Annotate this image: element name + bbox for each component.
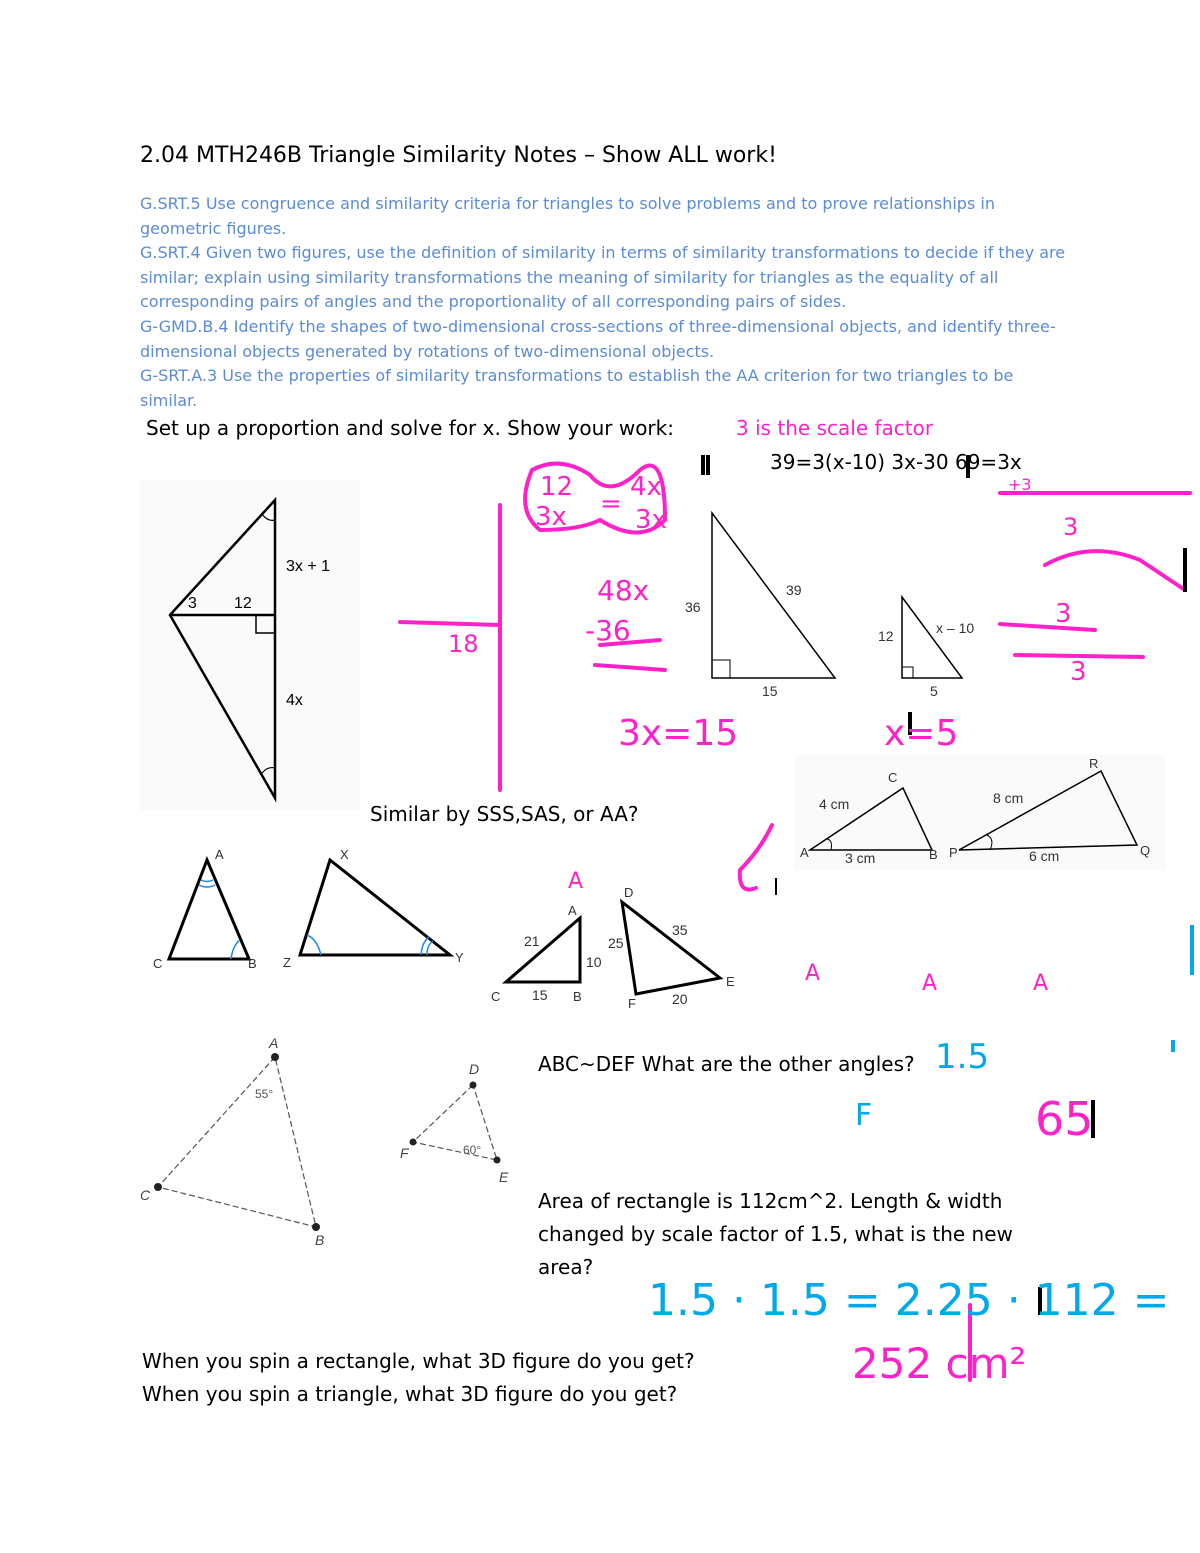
abc-def-question: ABC~DEF What are the other angles? xyxy=(538,1052,915,1076)
vertex-c-aa: C xyxy=(153,956,163,970)
vertex-z: Z xyxy=(283,955,291,970)
ink-right-2: 3 xyxy=(1063,513,1079,541)
vertex-c-dashed: C xyxy=(140,1187,151,1203)
label-3cm: 3 cm xyxy=(845,850,876,866)
vertex-b-aa: B xyxy=(248,956,257,970)
vertex-b-dashed: B xyxy=(315,1232,325,1248)
fig1-label-3x1: 3x + 1 xyxy=(286,558,331,575)
label-39: 39 xyxy=(786,582,802,598)
spin-triangle-question: When you spin a triangle, what 3D figure do you get? xyxy=(142,1382,678,1406)
vertex-r: R xyxy=(1089,756,1099,771)
vertex-e-sss: E xyxy=(726,974,735,989)
ink-18: 18 xyxy=(448,630,479,658)
ink-a-4: A xyxy=(1033,971,1049,996)
vertex-f-dashed: F xyxy=(400,1145,409,1161)
ink-ratio-3x-2: 3x xyxy=(635,505,667,535)
vertex-c-sss: C xyxy=(491,989,501,1004)
angle-60: 60° xyxy=(463,1143,482,1157)
standard-1: G.SRT.5 Use congruence and similarity criteria for triangles to solve problems and to prove relationships in geometric figures. xyxy=(140,194,995,238)
label-25: 25 xyxy=(608,935,624,951)
label-15: 15 xyxy=(762,683,778,699)
ink-1-5: 1.5 xyxy=(935,1037,990,1077)
ink-ratio-4x: 4x xyxy=(630,472,662,502)
fig1-label-4x: 4x xyxy=(286,692,303,709)
vertex-d-sss: D xyxy=(624,885,634,900)
ink-area-calc: 1.5 · 1.5 = 2.25 · 112 = xyxy=(648,1275,1170,1326)
ink-a-1: A xyxy=(568,869,584,894)
ink-right-4: 3 xyxy=(1070,657,1087,687)
ink-x-5: x=5 xyxy=(884,713,959,754)
ink-48x: 48x xyxy=(597,574,650,607)
area-question: Area of rectangle is 112cm^2. Length & width changed by scale factor of 1.5, what is the new area? xyxy=(538,1189,1013,1279)
vertex-a: A xyxy=(800,845,809,860)
page-title: 2.04 MTH246B Triangle Similarity Notes – Show ALL work! xyxy=(140,143,777,168)
vertex-e-dashed: E xyxy=(499,1169,509,1185)
vertex-y: Y xyxy=(455,950,464,965)
vertex-b: B xyxy=(929,847,938,862)
label-6cm: 6 cm xyxy=(1029,848,1060,864)
vertex-b-sss: B xyxy=(573,989,582,1004)
fig1-label-3: 3 xyxy=(188,595,197,612)
vertex-q: Q xyxy=(1140,843,1151,858)
ink-ratio-12: 12 xyxy=(540,472,574,502)
vertex-f-sss: F xyxy=(628,996,636,1010)
ink-a-3: A xyxy=(922,971,938,996)
proportion-question: Set up a proportion and solve for x. Show your work: xyxy=(146,416,674,440)
vertex-a-aa: A xyxy=(215,847,224,862)
vertex-a-dashed: A xyxy=(269,1035,279,1051)
label-20: 20 xyxy=(672,991,688,1007)
ink-right-1: +3 xyxy=(1008,475,1032,494)
similar-by-question: Similar by SSS,SAS, or AA? xyxy=(370,802,639,826)
vertex-a-sss: A xyxy=(568,903,577,918)
right-curve xyxy=(1045,551,1185,590)
label-12: 12 xyxy=(878,628,894,644)
ink-area-answer: 252 cm² xyxy=(852,1339,1027,1388)
vertex-p: P xyxy=(949,845,958,860)
vertex-x: X xyxy=(340,847,349,862)
label-8cm: 8 cm xyxy=(993,790,1024,806)
spin-rectangle-question: When you spin a rectangle, what 3D figure do you get? xyxy=(142,1349,695,1373)
label-35: 35 xyxy=(672,922,688,938)
ink-3x-15: 3x=15 xyxy=(618,713,739,754)
side-dash xyxy=(400,622,500,625)
ink-right-3: 3 xyxy=(1055,599,1072,629)
vertex-d-dashed: D xyxy=(469,1061,480,1077)
standard-3: G-GMD.B.4 Identify the shapes of two-dimensional cross-sections of three-dimensional objects, and identify three-dimensional objects generated by rotations of two-dimensional objects. xyxy=(140,316,1056,361)
right-line-2 xyxy=(1000,624,1095,630)
label-36: 36 xyxy=(685,599,701,615)
label-21: 21 xyxy=(524,933,540,949)
label-15-sss: 15 xyxy=(532,987,548,1003)
ink-f: F xyxy=(855,1098,873,1133)
label-x-10: x – 10 xyxy=(936,620,975,636)
fig1-label-12: 12 xyxy=(234,595,252,612)
ink-a-2: A xyxy=(805,961,821,986)
standard-2: G.SRT.4 Given two figures, use the definition of similarity in terms of similarity transformations to decide if they are similar; explain using similarity transformations the meaning of similarity for triangles as the equality of all corresponding pairs of angles and the proportionality of all corresponding pairs of sides. xyxy=(140,243,1066,312)
ink-equals: = xyxy=(600,489,622,519)
check-mark xyxy=(740,825,772,890)
proportion-work: 39=3(x-10) 3x-30 69=3x xyxy=(770,450,1022,474)
vertex-c: C xyxy=(888,770,898,785)
work-underline-2 xyxy=(595,665,665,670)
label-5: 5 xyxy=(930,683,938,699)
angle-55: 55° xyxy=(255,1087,274,1101)
label-4cm: 4 cm xyxy=(819,796,850,812)
standard-4: G-SRT.A.3 Use the properties of similarity transformations to establish the AA criterion for two triangles to be similar. xyxy=(140,366,1014,410)
ink-65: 65 xyxy=(1035,1092,1094,1146)
ink-ratio-3x: 3x xyxy=(535,502,567,532)
scale-factor-note: 3 is the scale factor xyxy=(736,416,934,440)
ink-36: -36 xyxy=(585,614,631,647)
label-10: 10 xyxy=(586,954,602,970)
